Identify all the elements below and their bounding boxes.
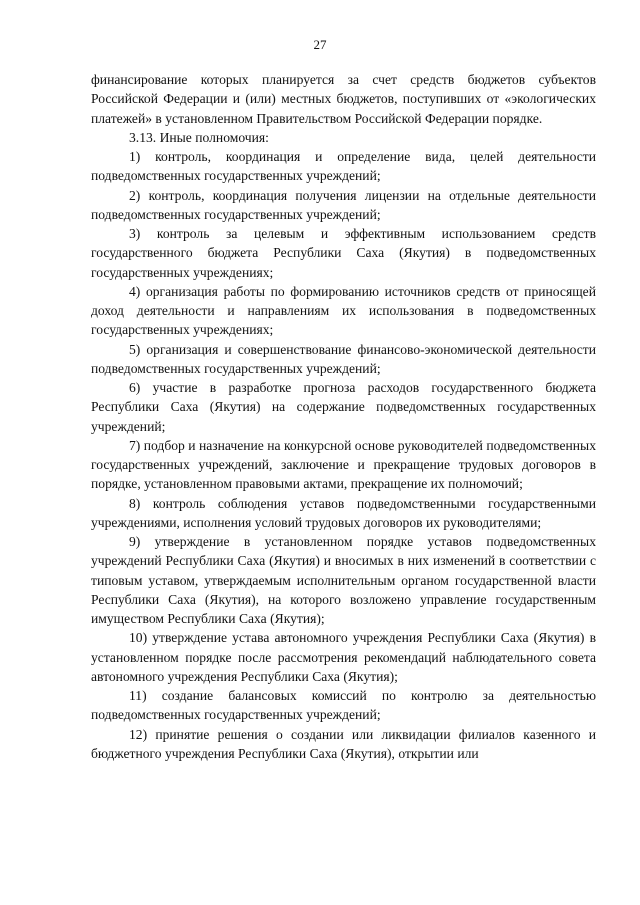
list-item-6: 6) участие в разработке прогноза расходов государственного бюджета Республики Саха (Якутия) на содержание подведомственных государственных учреждений; bbox=[91, 380, 596, 434]
document-body bbox=[91, 70, 596, 763]
list-item-7: 7) подбор и назначение на конкурсной основе руководителей подведомственных государственных учреждений, заключение и прекращение трудовых договоров в порядке, установленном правовыми актами, прекращение их полномочий; bbox=[91, 437, 596, 492]
list-item-8: 8) контроль соблюдения уставов подведомственными государственными учреждениями, исполнения условий трудовых договоров их руководителями; bbox=[91, 495, 596, 530]
list-item-11: 11) создание балансовых комиссий по контролю за деятельностью подведомственных государственных учреждений; bbox=[91, 688, 596, 723]
page-number: 27 bbox=[313, 37, 327, 52]
list-item-5: 5) организация и совершенствование финансово-экономической деятельности подведомственных государственных учреждений; bbox=[91, 341, 596, 376]
list-item-4: 4) организация работы по формированию источников средств от приносящей доход деятельности и направлениям их использования в подведомственных государственных учреждениях; bbox=[91, 283, 596, 338]
list-item-2: 2) контроль, координация получения лицензии на отдельные деятельности подведомственных государственных учреждений; bbox=[91, 187, 596, 222]
section-heading-3-13: 3.13. Иные полномочия: bbox=[129, 129, 269, 145]
paragraph-continuation: финансирование которых планируется за счет средств бюджетов субъектов Российской Федерации и (или) местных бюджетов, поступивших от «экологических платежей» в установленном Правительством Российской Федерации порядке. bbox=[91, 72, 596, 126]
list-item-1: 1) контроль, координация и определение вида, целей деятельности подведомственных государственных учреждений; bbox=[91, 149, 596, 184]
list-item-10: 10) утверждение устава автономного учреждения Республики Саха (Якутия) в установленном порядке после рассмотрения рекомендаций наблюдательного совета автономного учреждения Республики Саха (Якутия); bbox=[91, 630, 596, 684]
list-item-12: 12) принятие решения о создании или ликвидации филиалов казенного и бюджетного учреждения Республики Саха (Якутия), открытии или bbox=[91, 726, 596, 761]
list-item-3: 3) контроль за целевым и эффективным использованием средств государственного бюджета Республики Саха (Якутия) в подведомственных государственных учреждениях; bbox=[91, 226, 596, 280]
list-item-9: 9) утверждение в установленном порядке уставов подведомственных учреждений Республики Саха (Якутия) и вносимых в них изменений в соответствии с типовым уставом, утверждаемым исполнительным органом государственной власти Республики Саха (Якутия), на которого возложено управление государственным имуществом Республики Саха (Якутия); bbox=[91, 534, 596, 626]
